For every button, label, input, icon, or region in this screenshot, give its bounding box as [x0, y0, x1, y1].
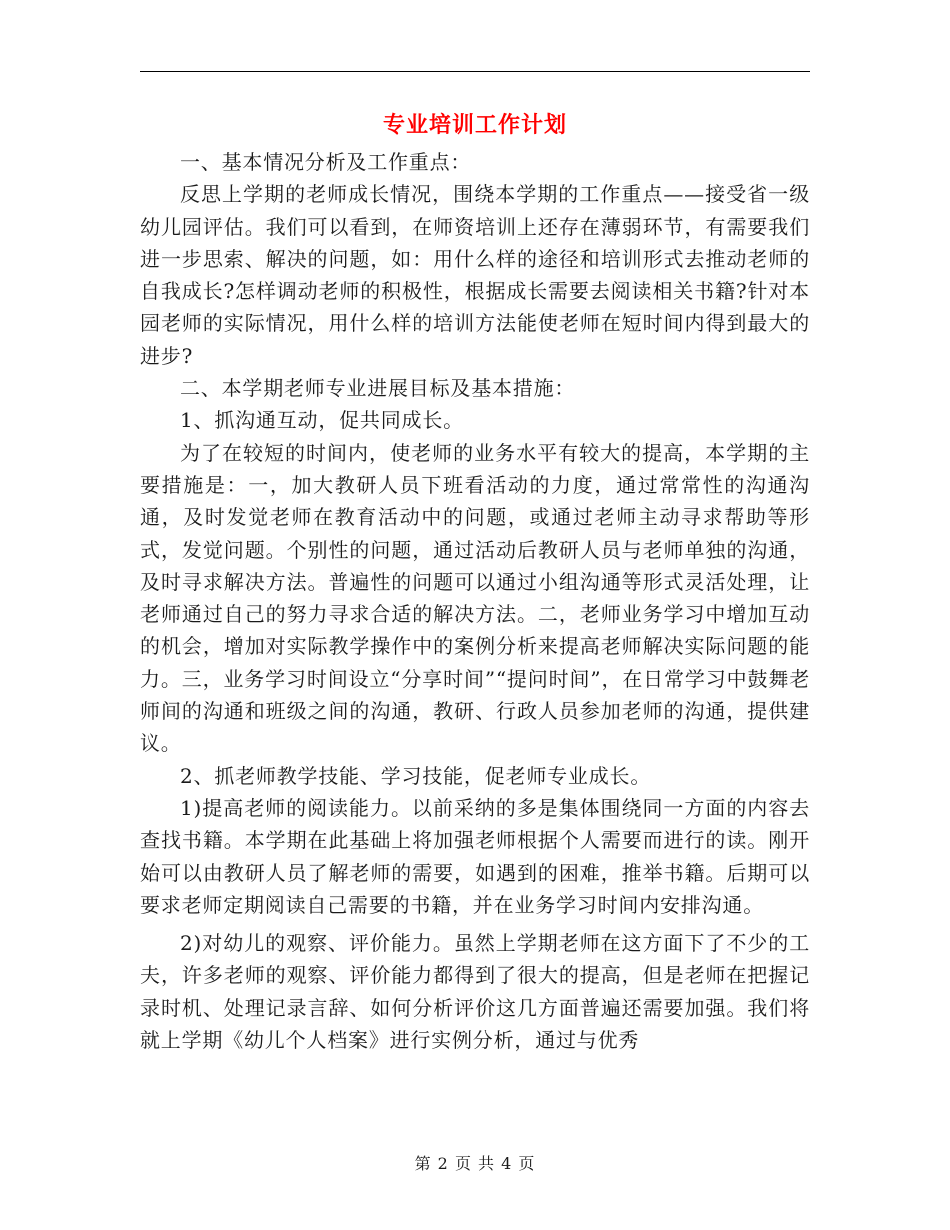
document-title: 专业培训工作计划 — [382, 112, 567, 138]
paragraph-observation-ability: 2)对幼儿的观察、评价能力。虽然上学期老师在这方面下了不少的工夫，许多老师的观察、评价能力都得到了很大的提高，但是老师在把握记录时机、处理记录言辞、如何分析评价这几方面普遍还需要加强。我们将就上学期《幼儿个人档案》进行实例分析，通过与优秀 — [140, 931, 810, 1053]
section-heading-goals: 二、本学期老师专业进展目标及基本措施： — [180, 376, 576, 401]
header-rule — [140, 71, 810, 72]
subheading-teaching-skills: 2、抓老师教学技能、学习技能，促老师专业成长。 — [180, 763, 652, 788]
page-number-footer: 第 2 页 共 4 页 — [414, 1154, 536, 1173]
paragraph-measures: 为了在较短的时间内，使老师的业务水平有较大的提高，本学期的主要措施是：一，加大教研人员下班看活动的力度，通过常常性的沟通沟通，及时发觉老师在教育活动中的问题，或通过老师主动寻求帮助等形式，发觉问题。个别性的问题，通过活动后教研人员与老师单独的沟通，及时寻求解决方法。普遍性的问题可以通过小组沟通等形式灵活处理，让老师通过自己的努力寻求合适的解决方法。二，老师业务学习中增加互动的机会，增加对实际教学操作中的案例分析来提高老师解决实际问题的能力。三，业务学习时间设立“分享时间”“提问时间”，在日常学习中鼓舞老师间的沟通和班级之间的沟通，教研、行政人员参加老师的沟通，提供建议。 — [140, 440, 810, 756]
section-heading-basic-analysis: 一、基本情况分析及工作重点： — [180, 150, 472, 174]
paragraph-reflection: 反思上学期的老师成长情况，围绕本学期的工作重点——接受省一级幼儿园评估。我们可以看到，在师资培训上还存在薄弱环节，有需要我们进一步思索、解决的问题，如：用什么样的途径和培训形式去推动老师的自我成长?怎样调动老师的积极性，根据成长需要去阅读相关书籍?针对本园老师的实际情况，用什么样的培训方法能使老师在短时间内得到最大的进步? — [140, 182, 810, 368]
paragraph-reading-ability: 1)提高老师的阅读能力。以前采纳的多是集体围绕同一方面的内容去查找书籍。本学期在此基础上将加强老师根据个人需要而进行的读。刚开始可以由教研人员了解老师的需要，如遇到的困难，推举书籍。后期可以要求老师定期阅读自己需要的书籍，并在业务学习时间内安排沟通。 — [140, 795, 810, 917]
subheading-communication: 1、抓沟通互动，促共同成长。 — [180, 408, 464, 433]
document-body — [140, 146, 810, 1056]
